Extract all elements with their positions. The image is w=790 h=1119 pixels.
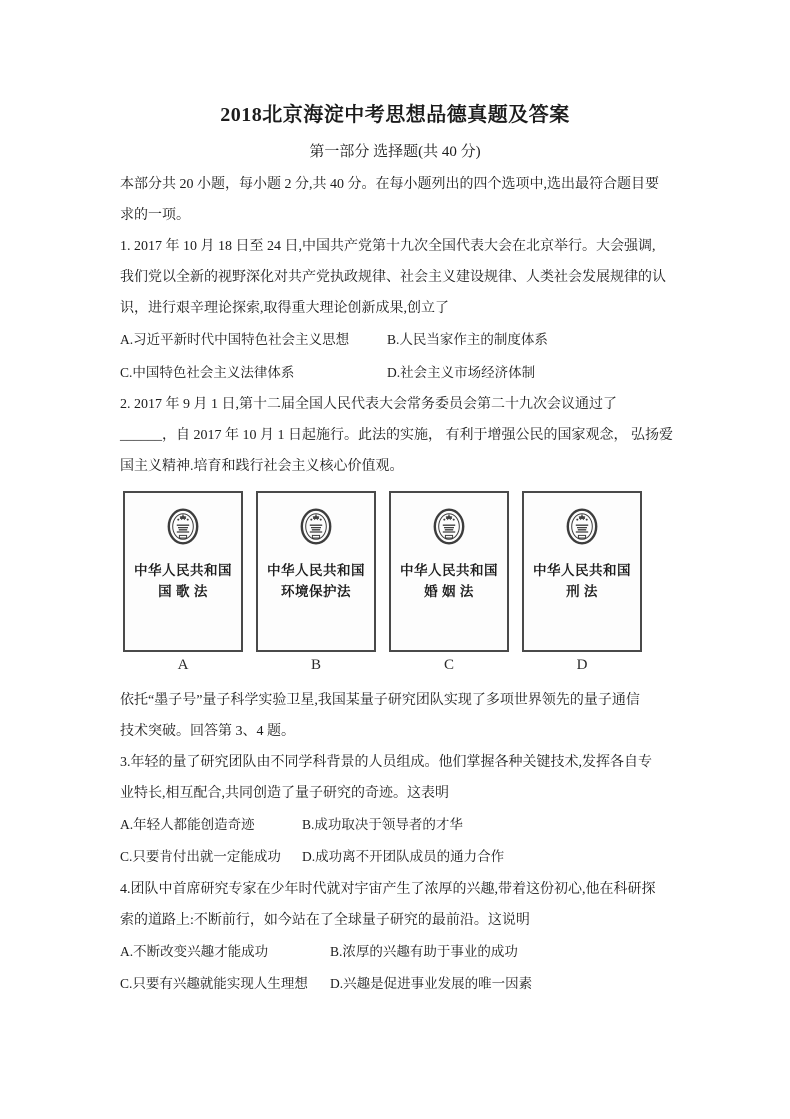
national-emblem-icon [299, 507, 333, 547]
section-heading: 第一部分 选择题(共 40 分) [309, 144, 481, 160]
law-book-column-c [389, 491, 509, 675]
question-1-option-d: D.社会主义市场经济体制 [387, 364, 536, 380]
question-1-options-row [120, 357, 676, 389]
law-book-column-b [256, 491, 376, 675]
quantum-intro-line: 技术突破。回答第 3、4 题。 [120, 724, 295, 740]
intro-line: 求的一项。 [120, 208, 190, 224]
question-4-option-b: B.浓厚的兴趣有助于事业的成功 [330, 943, 518, 959]
book-country-title: 中华人民共和国 [134, 562, 232, 578]
question-1-stem-line: 1. 2017 年 10 月 18 日至 24 日,中国共产党第十九次全国代表大会在北京举行。大会强调, [120, 239, 656, 255]
question-1-stem-line: 我们党以全新的视野深化对共产党执政规律、社会主义建设规律、人类社会发展规律的认 [120, 270, 666, 286]
question-3-stem-line: 3.年轻的量了研究团队由不同学科背景的人员组成。他们掌握各种关键技术,发挥各自专 [120, 755, 652, 771]
national-emblem-icon [565, 507, 599, 547]
law-book-column-d [522, 491, 642, 675]
doc-title: 2018北京海淀中考思想品德真题及答案 [220, 104, 570, 126]
national-emblem-icon [166, 507, 200, 547]
question-3-option-b: B.成功取决于领导者的才华 [302, 817, 463, 833]
question-3-options-row [120, 809, 676, 841]
question-4-stem-line: 索的道路上:不断前行，如今站在了全球量子研究的最前沿。这说明 [120, 912, 530, 928]
law-book-cover-d [522, 491, 642, 652]
question-4-options-row [120, 936, 676, 968]
book-law-title: 婚 姻 法 [424, 583, 474, 599]
question-4-options-row [120, 968, 676, 1000]
book-label-d: D [576, 656, 588, 673]
question-1-options-row [120, 324, 676, 356]
quantum-intro-line: 依托“墨子号”量子科学实验卫星,我国某量子研究团队实现了多项世界领先的量子通信 [120, 692, 640, 708]
question-2-stem-line: 2. 2017 年 9 月 1 日,第十二届全国人民代表大会常务委员会第二十九次会议通过了 [120, 396, 617, 412]
question-1-option-c: C.中国特色社会主义法律体系 [120, 364, 295, 380]
national-emblem-icon [432, 507, 466, 547]
question-3-option-c: C.只要肯付出就一定能成功 [120, 849, 281, 865]
book-label-c: C [443, 656, 454, 673]
book-country-title: 中华人民共和国 [267, 562, 365, 578]
question-1-option-a: A.习近平新时代中国特色社会主义思想 [120, 332, 350, 348]
question-3-option-a: A.年轻人都能创造奇迹 [120, 817, 255, 833]
document-body [120, 169, 676, 1000]
law-books-figure [123, 491, 643, 675]
question-4-option-c: C.只要有兴趣就能实现人生理想 [120, 975, 308, 991]
question-1-option-b: B.人民当家作主的制度体系 [387, 332, 548, 348]
question-2-stem-line: ______，自 2017 年 10 月 1 日起施行。此法的实施， 有利于增强公民的国家观念， 弘扬爱 [120, 427, 673, 443]
law-book-cover-a [123, 491, 243, 652]
law-book-column-a [123, 491, 243, 675]
question-3-options-row [120, 841, 676, 873]
book-label-a: A [177, 656, 189, 673]
question-4-option-a: A.不断改变兴趣才能成功 [120, 943, 269, 959]
question-4-option-d: D.兴趣是促进事业发展的唯一因素 [330, 975, 533, 991]
question-1-stem-line: 识，进行艰辛理论探索,取得重大理论创新成果,创立了 [120, 301, 449, 317]
book-law-title: 国 歌 法 [158, 583, 208, 599]
law-books-row [123, 491, 643, 675]
book-label-b: B [310, 656, 321, 673]
book-country-title: 中华人民共和国 [533, 562, 631, 578]
intro-line: 本部分共 20 小题，每小题 2 分,共 40 分。在每小题列出的四个选项中,选出最符合题目要 [120, 177, 659, 192]
law-book-cover-c [389, 491, 509, 652]
book-law-title: 环境保护法 [281, 583, 351, 599]
question-3-option-d: D.成功离不开团队成员的通力合作 [302, 849, 505, 865]
law-book-cover-b [256, 491, 376, 652]
question-2-stem-line: 国主义精神.培育和践行社会主义核心价值观。 [120, 458, 404, 474]
book-law-title: 刑 法 [566, 583, 598, 599]
question-3-stem-line: 业特长,相互配合,共同创造了量子研究的奇迹。这表明 [120, 786, 449, 802]
book-country-title: 中华人民共和国 [400, 562, 498, 578]
question-4-stem-line: 4.团队中首席研究专家在少年时代就对宇宙产生了浓厚的兴趣,带着这份初心,他在科研探 [120, 881, 656, 897]
